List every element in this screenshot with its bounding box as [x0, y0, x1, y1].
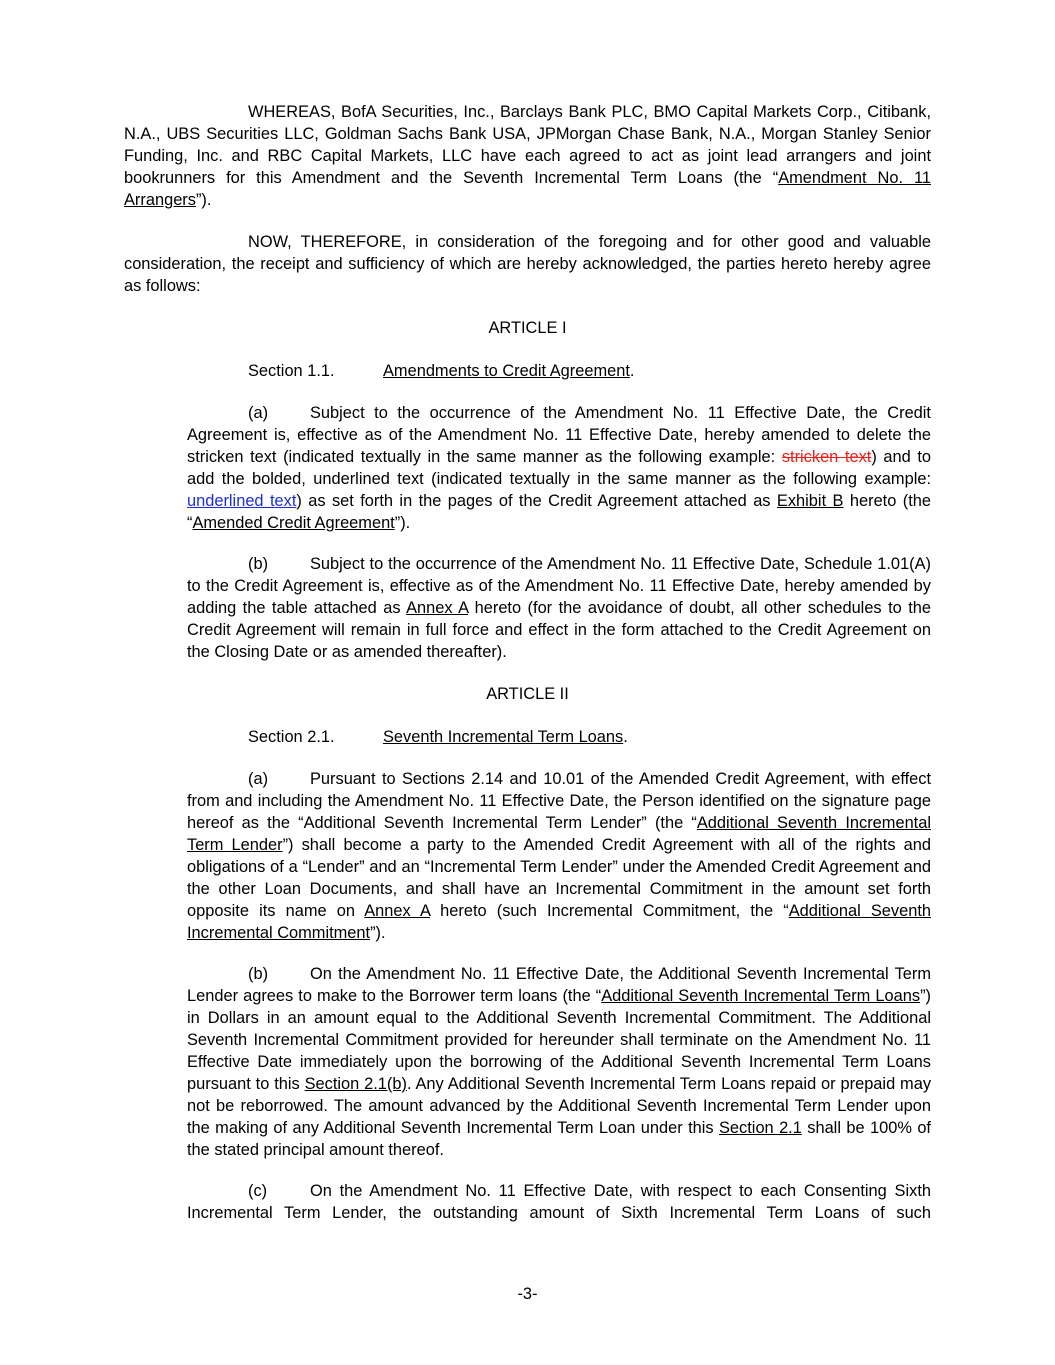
stricken-text-example: stricken text	[781, 448, 872, 466]
clause-text: Subject to the occurrence of the Amendment No. 11 Effective Date, Schedule 1.01(A) to the Credit Agreement is, effective as of the Amendment No. 11 Effective Date, hereby amended by adding the table attached as	[187, 555, 931, 617]
defined-term-additional-lender: Additional Seventh Incremental Term Lender	[187, 814, 931, 854]
clause-label: (a)	[248, 404, 269, 422]
section-1-1-b	[187, 553, 931, 663]
section-number: Section 2.1.	[248, 728, 335, 746]
section-title-end: .	[623, 728, 628, 746]
section-title-end: .	[629, 362, 635, 380]
clause-text: hereto (such Incremental Commitment, the “	[430, 902, 789, 920]
section-2-1-b	[187, 963, 931, 1161]
clause-text: shall be 100% of the stated principal amount thereof.	[187, 1119, 931, 1159]
section-2-1-a	[187, 768, 931, 944]
exhibit-reference: Exhibit B	[776, 492, 844, 510]
clause-label: (b)	[248, 965, 269, 983]
defined-term-amended-credit-agreement: Amended Credit Agreement	[192, 514, 395, 532]
whereas-end: ”).	[195, 191, 212, 209]
section-title: Amendments to Credit Agreement	[383, 362, 630, 380]
annex-reference: Annex A	[406, 599, 469, 617]
section-reference: Section 2.1	[719, 1119, 802, 1137]
page-number: -3-	[517, 1285, 538, 1303]
clause-text: hereto (the “	[187, 492, 931, 532]
article-2-heading: ARTICLE II	[486, 685, 569, 703]
clause-text: ”) in Dollars in an amount equal to the Additional Seventh Incremental Commitment. The Additional Seventh Incremental Commitment provided for hereunder shall terminate on the Amendment No. 11 Effective Date immediately upon the borrowing of the Additional Seventh Incremental Term Loans pursuant to this	[187, 987, 931, 1093]
whereas-paragraph	[124, 101, 931, 211]
section-2-1-c	[187, 1180, 931, 1224]
section-title: Seventh Incremental Term Loans	[383, 728, 624, 746]
clause-label: (c)	[248, 1182, 268, 1200]
article-1-heading: ARTICLE I	[488, 319, 567, 337]
defined-term-additional-commitment: Additional Seventh Incremental Commitment	[187, 902, 932, 942]
clause-label: (a)	[248, 770, 269, 788]
now-therefore-paragraph: NOW, THEREFORE, in consideration of the foregoing and for other good and valuable consideration, the receipt and sufficiency of which are hereby acknowledged, the parties hereto hereby agree as follows:	[124, 233, 931, 295]
underlined-text-example: underlined text	[187, 492, 297, 510]
clause-text: . Any Additional Seventh Incremental Term Loans repaid or prepaid may not be reborrowed. The amount advanced by the Additional Seventh Incremental Term Lender upon the making of any Additional Seventh Incremental Term Loan under this	[187, 1075, 932, 1137]
section-1-1-heading	[248, 360, 634, 382]
defined-term-arrangers: Amendment No. 11 Arrangers	[124, 169, 931, 209]
defined-term-additional-loans: Additional Seventh Incremental Term Loans	[601, 987, 921, 1005]
annex-reference: Annex A	[364, 902, 430, 920]
section-2-1-heading	[248, 726, 628, 748]
clause-text: ”).	[394, 514, 411, 532]
clause-text: hereto (for the avoidance of doubt, all other schedules to the Credit Agreement will remain in full force and effect in the form attached to the Credit Agreement on the Closing Date or as amended thereafter).	[187, 599, 931, 661]
clause-text: Pursuant to Sections 2.14 and 10.01 of the Amended Credit Agreement, with effect from and including the Amendment No. 11 Effective Date, the Person identified on the signature page hereof as the “Additional Seventh Incremental Term Lender” (the “	[187, 770, 931, 832]
clause-text: ) as set forth in the pages of the Credit Agreement attached as	[296, 492, 777, 510]
clause-text: ”) shall become a party to the Amended Credit Agreement with all of the rights and obligations of a “Lender” and an “Incremental Term Lender” under the Amended Credit Agreement and the other Loan Documents, and shall have an Incremental Commitment in the amount set forth opposite its name on	[187, 836, 931, 920]
section-1-1-a	[187, 402, 931, 534]
clause-label: (b)	[248, 555, 269, 573]
whereas-text: WHEREAS, BofA Securities, Inc., Barclays Bank PLC, BMO Capital Markets Corp., Citibank, N.A., UBS Securities LLC, Goldman Sachs Bank USA, JPMorgan Chase Bank, N.A., Morgan Stanley Senior Funding, Inc. and RBC Capital Markets, LLC have each agreed to act as joint lead arrangers and joint bookrunners for this Amendment and the Seventh Incremental Term Loans (the “	[124, 103, 931, 187]
clause-text: On the Amendment No. 11 Effective Date, the Additional Seventh Incremental Term Lender agrees to make to the Borrower term loans (the “	[187, 965, 931, 1005]
clause-text: ”).	[370, 924, 386, 942]
clause-text: On the Amendment No. 11 Effective Date, with respect to each Consenting Sixth Incremental Term Lender, the outstanding amount of Sixth Incremental Term Loans of such	[187, 1182, 931, 1222]
clause-text: Subject to the occurrence of the Amendment No. 11 Effective Date, the Credit Agreement is, effective as of the Amendment No. 11 Effective Date, hereby amended to delete the stricken text (indicated textually in the same manner as the following example:	[187, 404, 931, 466]
section-reference: Section 2.1(b)	[304, 1075, 407, 1093]
clause-text: ) and to add the bolded, underlined text (indicated textually in the same manner as the following example:	[187, 448, 931, 488]
section-number: Section 1.1.	[248, 362, 335, 380]
